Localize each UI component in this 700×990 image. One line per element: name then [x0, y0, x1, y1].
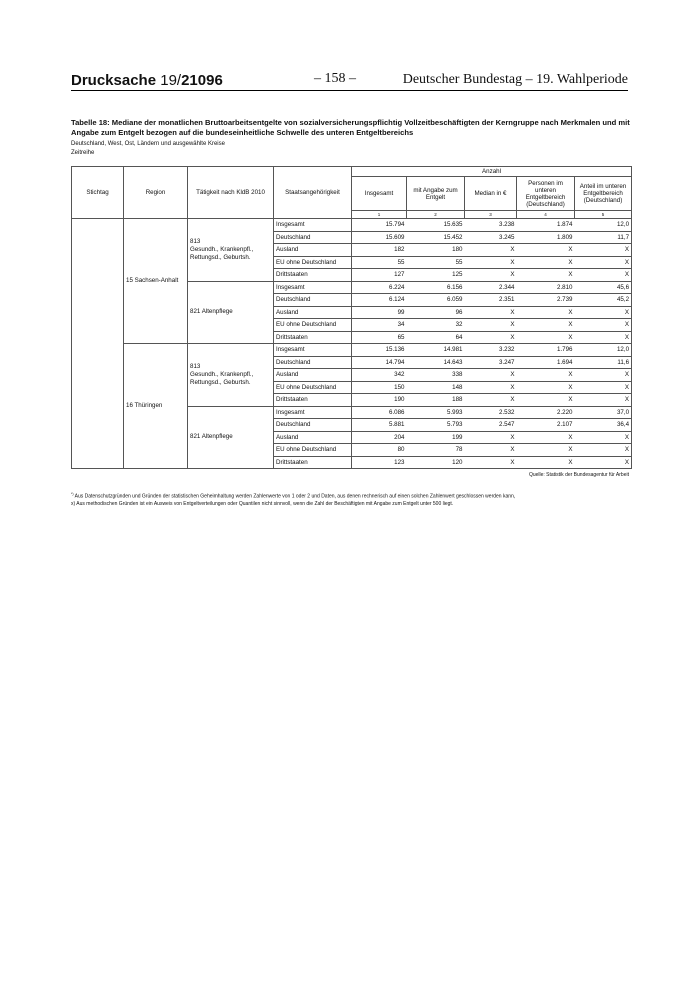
value-cell: 123 [352, 456, 407, 469]
occupation-cell: 813 Gesundh., Krankenpfl., Rettungsd., Geburtsh. [188, 344, 274, 407]
nationality-cell: Insgesamt [274, 281, 352, 294]
value-cell: X [575, 256, 632, 269]
value-cell: 6.224 [352, 281, 407, 294]
value-cell: X [465, 306, 517, 319]
value-cell: X [517, 431, 575, 444]
value-cell: 14.794 [352, 356, 407, 369]
nationality-cell: Drittstaaten [274, 331, 352, 344]
value-cell: 150 [352, 381, 407, 394]
value-cell: 1.796 [517, 344, 575, 357]
region-cell: 16 Thüringen [124, 344, 188, 469]
value-cell: 12,0 [575, 344, 632, 357]
value-cell: 1.809 [517, 231, 575, 244]
header-taetigkeit: Tätigkeit nach KldB 2010 [188, 167, 274, 219]
value-cell: X [465, 444, 517, 457]
header-insgesamt: Insgesamt [352, 177, 407, 211]
value-cell: 36,4 [575, 419, 632, 432]
footnote-methodology: x) Aus methodischen Gründen ist ein Ausweis von Entgeltverteilungen oder Quantilen nicht sinnvoll, wenn die Zahl der Beschäftigten mit Angabe zum Entgelt unter 500 liegt. [71, 501, 454, 507]
value-cell: 99 [352, 306, 407, 319]
header-anzahl: Anzahl [352, 167, 632, 177]
value-cell: 64 [407, 331, 465, 344]
header-staatsangehoerigkeit: Staatsangehörigkeit [274, 167, 352, 219]
page-number: – 158 – [314, 71, 356, 86]
nationality-cell: EU ohne Deutschland [274, 256, 352, 269]
occupation-cell: 813 Gesundh., Krankenpfl., Rettungsd., Geburtsh. [188, 219, 274, 282]
value-cell: X [575, 369, 632, 382]
value-cell: 2.810 [517, 281, 575, 294]
value-cell: X [575, 456, 632, 469]
nationality-cell: Drittstaaten [274, 269, 352, 282]
value-cell: 65 [352, 331, 407, 344]
value-cell: 3.247 [465, 356, 517, 369]
source-note: Quelle: Statistik der Bundesagentur für Arbeit [528, 472, 629, 478]
value-cell: X [575, 306, 632, 319]
value-cell: X [517, 369, 575, 382]
value-cell: 55 [407, 256, 465, 269]
value-cell: X [465, 244, 517, 257]
value-cell: 55 [352, 256, 407, 269]
table-subtitle-series: Zeitreihe [71, 150, 95, 156]
value-cell: 45,2 [575, 294, 632, 307]
data-table [71, 166, 632, 469]
page-header [71, 66, 628, 96]
value-cell: 190 [352, 394, 407, 407]
value-cell: X [465, 394, 517, 407]
value-cell: X [465, 381, 517, 394]
value-cell: 1.694 [517, 356, 575, 369]
nationality-cell: EU ohne Deutschland [274, 444, 352, 457]
value-cell: 125 [407, 269, 465, 282]
value-cell: X [517, 319, 575, 332]
value-cell: 14.981 [407, 344, 465, 357]
nationality-cell: EU ohne Deutschland [274, 381, 352, 394]
value-cell: X [517, 381, 575, 394]
value-cell: 148 [407, 381, 465, 394]
value-cell: X [575, 381, 632, 394]
stichtag-cell [72, 219, 124, 469]
header-personen: Personen im unteren Entgeltbereich (Deutschland) [517, 177, 575, 211]
value-cell: X [575, 444, 632, 457]
header-mit-angabe: mit Angabe zum Entgelt [407, 177, 465, 211]
value-cell: 204 [352, 431, 407, 444]
header-anteil: Anteil im unteren Entgeltbereich (Deutschland) [575, 177, 632, 211]
value-cell: 2.532 [465, 406, 517, 419]
value-cell: 338 [407, 369, 465, 382]
nationality-cell: EU ohne Deutschland [274, 319, 352, 332]
value-cell: X [465, 369, 517, 382]
value-cell: X [517, 256, 575, 269]
nationality-cell: Insgesamt [274, 219, 352, 232]
value-cell: 14.643 [407, 356, 465, 369]
value-cell: 15.635 [407, 219, 465, 232]
value-cell: 15.609 [352, 231, 407, 244]
value-cell: 34 [352, 319, 407, 332]
value-cell: 45,6 [575, 281, 632, 294]
nationality-cell: Deutschland [274, 294, 352, 307]
footnote-mark: *) [71, 492, 74, 496]
value-cell: X [465, 456, 517, 469]
value-cell: 2.547 [465, 419, 517, 432]
value-cell: X [465, 256, 517, 269]
value-cell: 5.993 [407, 406, 465, 419]
value-cell: 2.351 [465, 294, 517, 307]
table-body [72, 219, 632, 469]
value-cell: 15.794 [352, 219, 407, 232]
header-rule [71, 90, 628, 91]
value-cell: 2.107 [517, 419, 575, 432]
table-subtitle: Deutschland, West, Ost, Ländern und ausgewählte Kreise [71, 141, 225, 147]
occupation-cell: 821 Altenpflege [188, 406, 274, 469]
nationality-cell: Drittstaaten [274, 394, 352, 407]
value-cell: 15.136 [352, 344, 407, 357]
occupation-cell: 821 Altenpflege [188, 281, 274, 344]
value-cell: 5.793 [407, 419, 465, 432]
nationality-cell: Insgesamt [274, 344, 352, 357]
value-cell: 342 [352, 369, 407, 382]
value-cell: 120 [407, 456, 465, 469]
value-cell: X [517, 269, 575, 282]
value-cell: X [575, 431, 632, 444]
value-cell: X [517, 244, 575, 257]
nationality-cell: Deutschland [274, 231, 352, 244]
value-cell: X [517, 394, 575, 407]
footnote-privacy [71, 491, 515, 501]
table-row [72, 219, 632, 232]
publisher: Deutscher Bundestag – 19. Wahlperiode [402, 72, 628, 87]
column-index: 3 [465, 211, 517, 219]
nationality-cell: Ausland [274, 431, 352, 444]
nationality-cell: Drittstaaten [274, 456, 352, 469]
value-cell: 6.086 [352, 406, 407, 419]
value-cell: 3.245 [465, 231, 517, 244]
header-stichtag: Stichtag [72, 167, 124, 219]
table-row [72, 344, 632, 357]
column-index: 4 [517, 211, 575, 219]
nationality-cell: Deutschland [274, 356, 352, 369]
value-cell: 180 [407, 244, 465, 257]
value-cell: 3.238 [465, 219, 517, 232]
value-cell: 188 [407, 394, 465, 407]
value-cell: X [517, 444, 575, 457]
value-cell: 182 [352, 244, 407, 257]
value-cell: 78 [407, 444, 465, 457]
column-index: 1 [352, 211, 407, 219]
value-cell: X [575, 244, 632, 257]
value-cell: 6.124 [352, 294, 407, 307]
value-cell: 3.232 [465, 344, 517, 357]
column-index: 2 [407, 211, 465, 219]
value-cell: 12,0 [575, 219, 632, 232]
value-cell: X [465, 331, 517, 344]
value-cell: X [517, 331, 575, 344]
header-region: Region [124, 167, 188, 219]
value-cell: X [575, 319, 632, 332]
value-cell: X [465, 269, 517, 282]
value-cell: X [575, 394, 632, 407]
nationality-cell: Deutschland [274, 419, 352, 432]
document-number: Drucksache 19/21096 [71, 72, 223, 89]
value-cell: 2.220 [517, 406, 575, 419]
footnote-privacy-text: Aus Datenschutzgründen und Gründen der statistischen Geheimhaltung werden Zahlenwerte von 1 oder 2 und Daten, aus denen rechnerisch auf einen solchen Zahlenwert geschlossen werden kann, [73, 493, 516, 500]
value-cell: 2.739 [517, 294, 575, 307]
value-cell: X [575, 269, 632, 282]
value-cell: 199 [407, 431, 465, 444]
nationality-cell: Ausland [274, 369, 352, 382]
region-cell: 15 Sachsen-Anhalt [124, 219, 188, 344]
header-median: Median in € [465, 177, 517, 211]
table-title: Tabelle 18: Mediane der monatlichen Bruttoarbeitsentgelte von sozialversicherungspflichtig Vollzeitbeschäftigten der Kerngruppe nach Merkmalen und mit Angabe zum Entgelt bezogen auf die bundeseinheitliche Schwelle des unteren Entgeltbereichs [71, 118, 630, 137]
value-cell: 37,0 [575, 406, 632, 419]
value-cell: X [575, 331, 632, 344]
value-cell: 1.874 [517, 219, 575, 232]
nationality-cell: Ausland [274, 244, 352, 257]
nationality-cell: Insgesamt [274, 406, 352, 419]
value-cell: 5.881 [352, 419, 407, 432]
value-cell: 80 [352, 444, 407, 457]
nationality-cell: Ausland [274, 306, 352, 319]
value-cell: 15.452 [407, 231, 465, 244]
column-index: 5 [575, 211, 632, 219]
value-cell: X [465, 431, 517, 444]
value-cell: 2.344 [465, 281, 517, 294]
value-cell: 11,6 [575, 356, 632, 369]
value-cell: 127 [352, 269, 407, 282]
value-cell: 6.059 [407, 294, 465, 307]
value-cell: 96 [407, 306, 465, 319]
value-cell: X [517, 306, 575, 319]
value-cell: X [465, 319, 517, 332]
value-cell: 6.156 [407, 281, 465, 294]
value-cell: 32 [407, 319, 465, 332]
value-cell: X [517, 456, 575, 469]
value-cell: 11,7 [575, 231, 632, 244]
